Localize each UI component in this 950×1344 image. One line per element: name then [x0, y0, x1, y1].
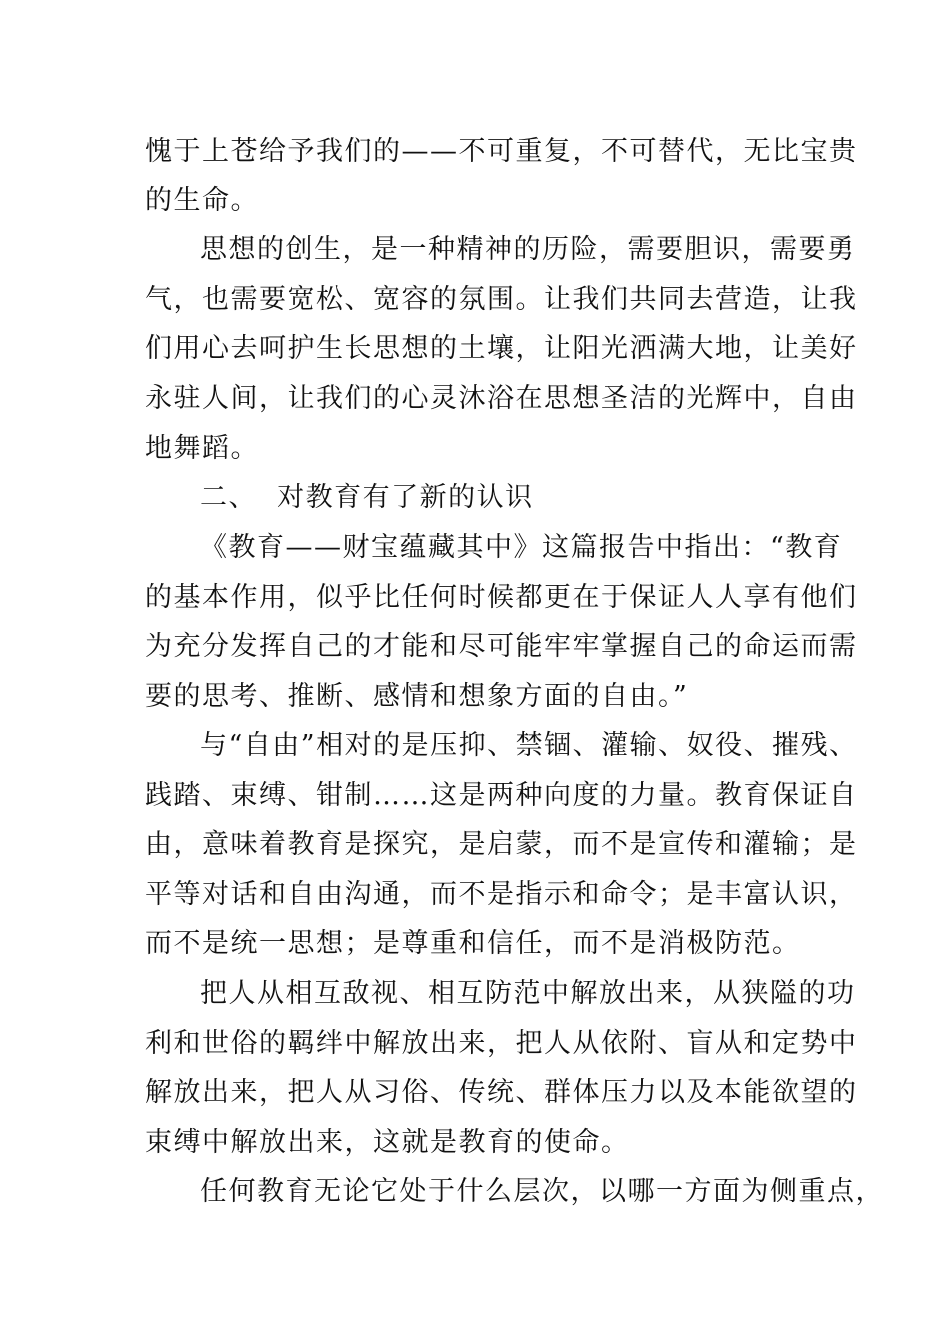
text-line: 永驻人间，让我们的心灵沐浴在思想圣洁的光辉中，自由 [145, 383, 858, 414]
text-line: 为充分发挥自己的才能和尽可能牢牢掌握自己的命运而需 [145, 631, 858, 662]
text-line: 地舞蹈。 [145, 433, 259, 464]
text-line: 解放出来，把人从习俗、传统、群体压力以及本能欲望的 [145, 1077, 858, 1108]
text-line: 而不是统一思想；是尊重和信任，而不是消极防范。 [145, 928, 801, 959]
text-line: 的生命。 [145, 185, 259, 216]
text-line: 愧于上苍给予我们的——不可重复，不可替代，无比宝贵 [145, 136, 858, 167]
text-line: 气，也需要宽松、宽容的氛围。让我们共同去营造，让我 [145, 284, 858, 315]
text-line: 践踏、束缚、钳制……这是两种向度的力量。教育保证自 [145, 780, 858, 811]
text-line: 思想的创生，是一种精神的历险，需要胆识，需要勇 [200, 234, 856, 265]
text-line: 平等对话和自由沟通，而不是指示和命令；是丰富认识， [145, 879, 858, 910]
text-line: 的基本作用，似乎比任何时候都更在于保证人人享有他们 [145, 582, 858, 613]
text-line: 与“自由”相对的是压抑、禁锢、灌输、奴役、摧残、 [200, 730, 858, 761]
text-line: 把人从相互敌视、相互防范中解放出来，从狭隘的功 [200, 978, 856, 1009]
text-line: 们用心去呵护生长思想的土壤，让阳光洒满大地，让美好 [145, 333, 858, 364]
section-heading: 二、 对教育有了新的认识 [200, 482, 534, 513]
text-line: 要的思考、推断、感情和想象方面的自由。” [145, 681, 689, 712]
text-line: 《教育——财宝蕴藏其中》这篇报告中指出：“教育 [200, 532, 843, 563]
text-line: 利和世俗的羁绊中解放出来，把人从依附、盲从和定势中 [145, 1028, 858, 1059]
text-line: 由，意味着教育是探究，是启蒙，而不是宣传和灌输；是 [145, 829, 858, 860]
text-line: 任何教育无论它处于什么层次，以哪一方面为侧重点， [200, 1176, 884, 1207]
text-line: 束缚中解放出来，这就是教育的使命。 [145, 1127, 630, 1158]
